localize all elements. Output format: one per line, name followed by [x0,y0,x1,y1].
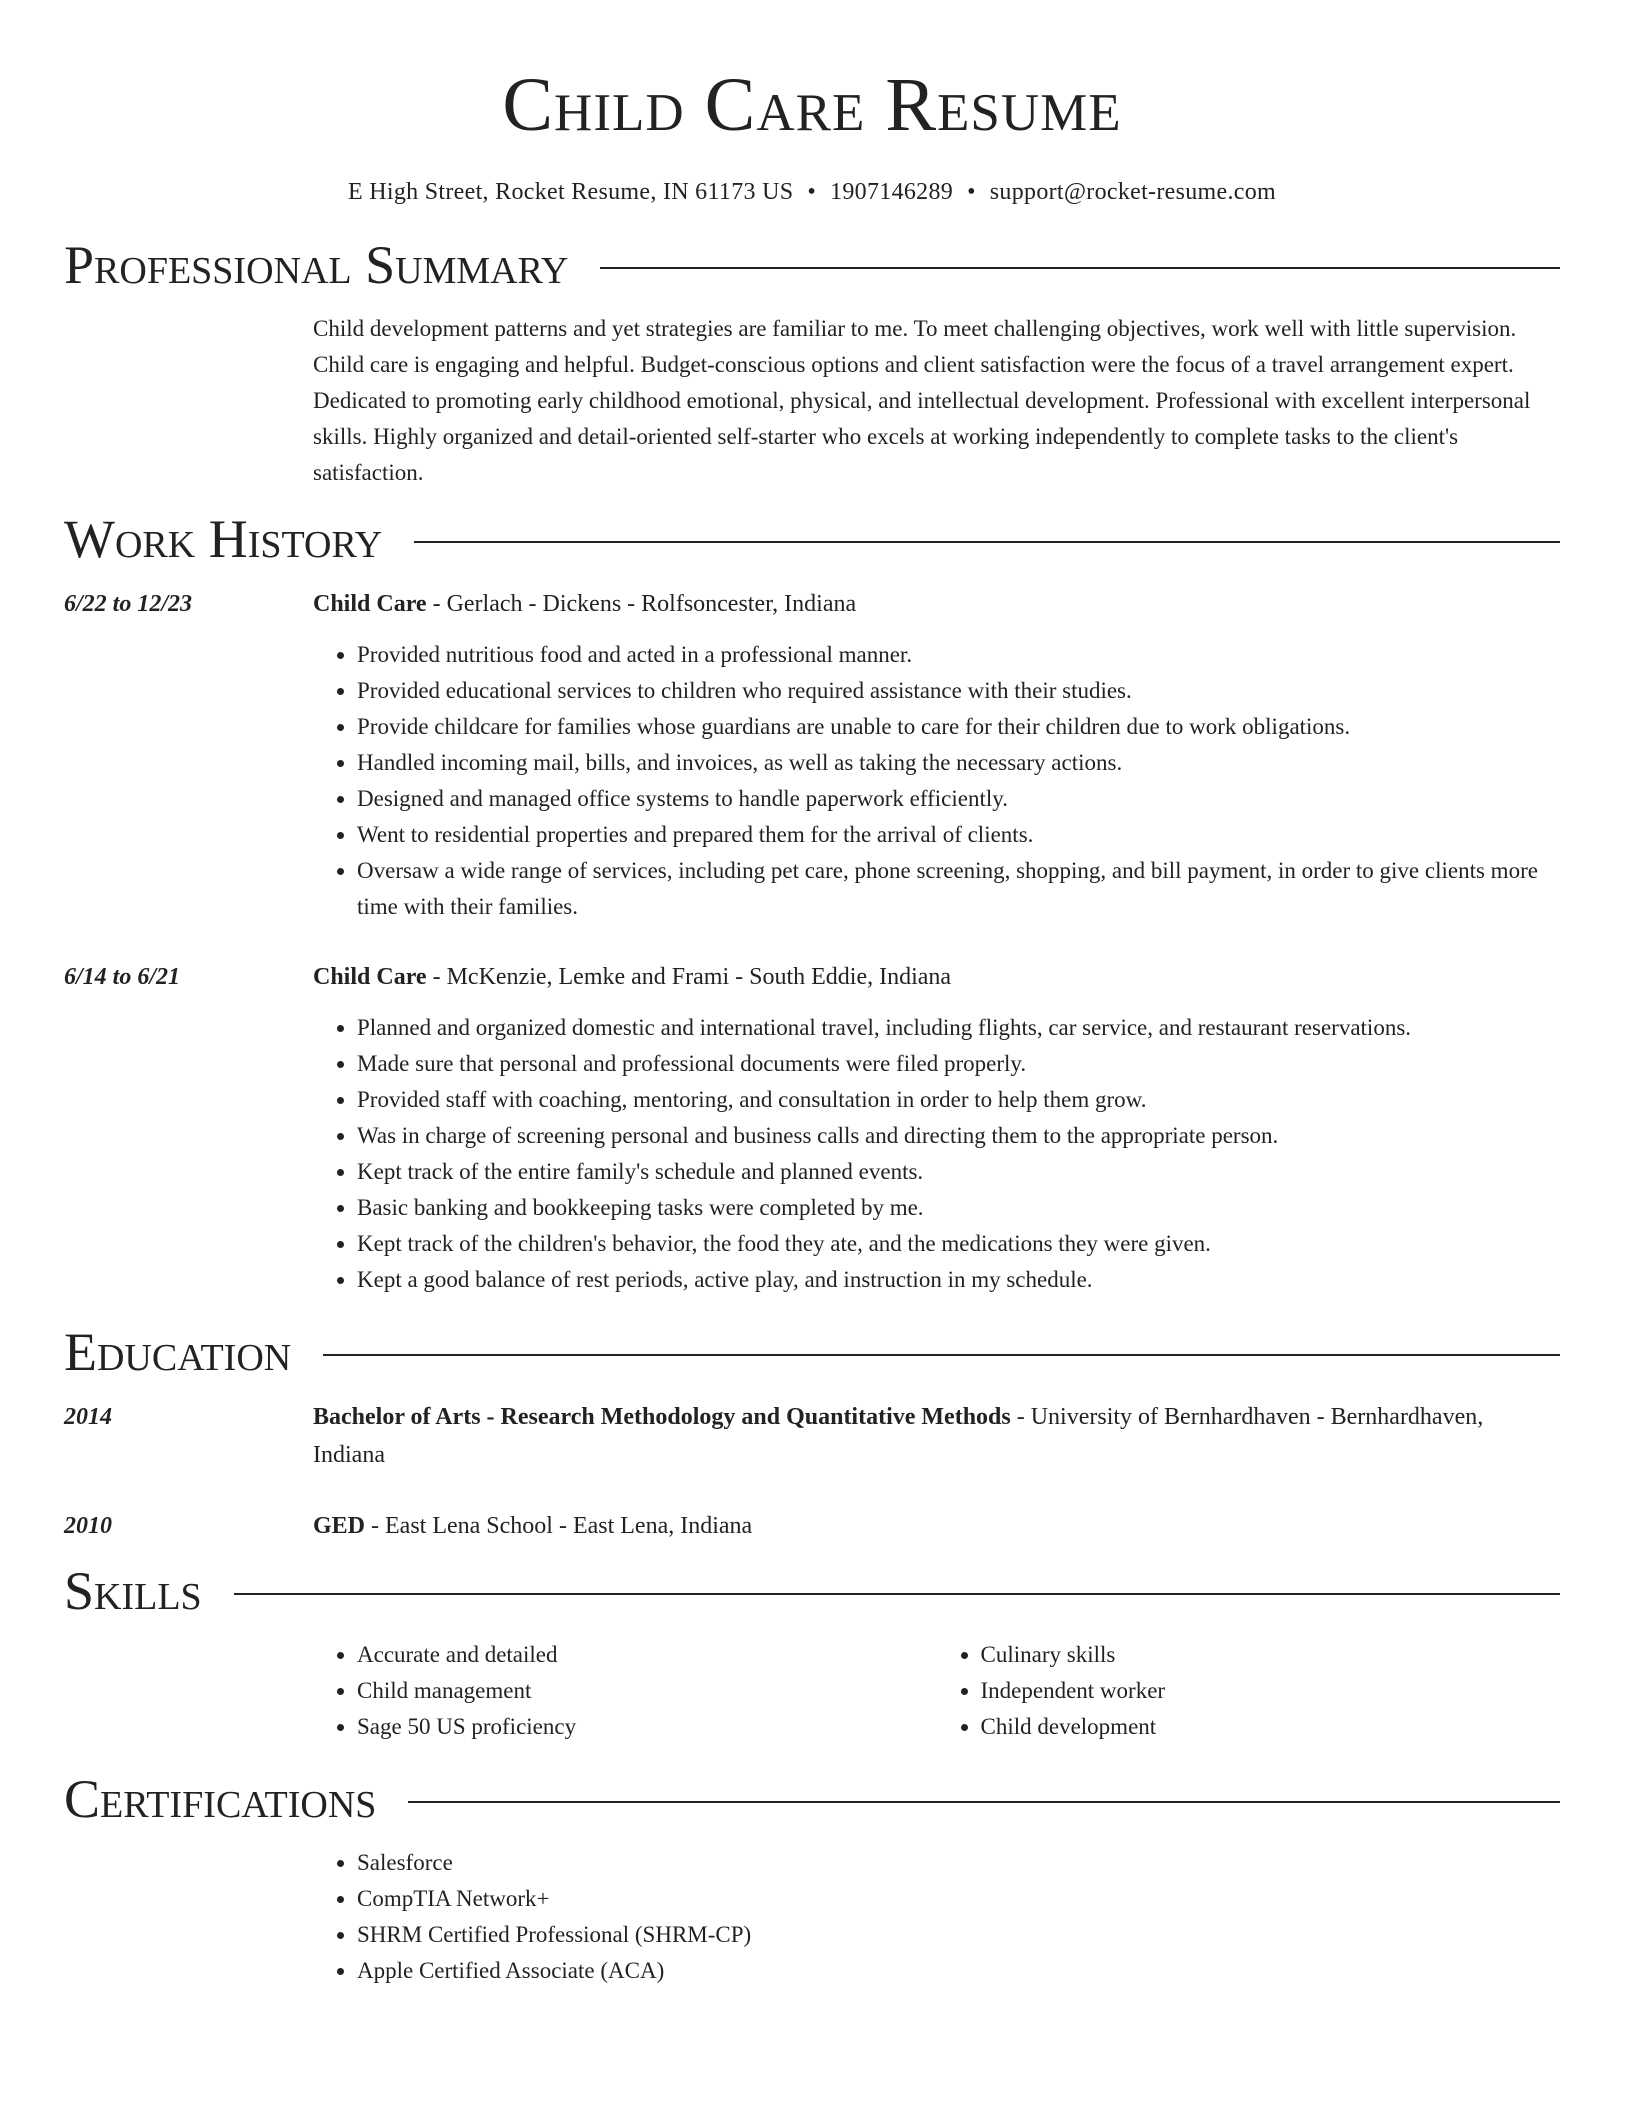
skills-section-title: Skills [64,1561,202,1621]
list-item: • Provided nutritious food and acted in a professional manner. [357,637,1560,673]
skills-column-right [937,1637,1561,1745]
resume-page [64,0,1560,1989]
contact-email: support@rocket-resume.com [989,179,1276,205]
list-item: • Basic banking and bookkeeping tasks were completed by me. [357,1190,1560,1226]
list-item: • Designed and managed office systems to handle paperwork efficiently. [357,781,1560,817]
list-item: • Provide childcare for families whose guardians are unable to care for their children due to work obligations. [357,709,1560,745]
work-section-title: Work History [64,509,383,569]
list-item: • Culinary skills [981,1637,1561,1673]
education-entry [64,1507,1560,1545]
list-item: • Child management [357,1673,937,1709]
section-divider [323,1354,1560,1356]
list-item: • Went to residential properties and prepared them for the arrival of clients. [357,817,1560,853]
skills-column-left [313,1637,937,1745]
education-degree: Bachelor of Arts - Research Methodology and Quantitative Methods [313,1404,1011,1430]
education-school: - East Lena School - East Lena, Indiana [365,1513,753,1539]
education-section-title: Education [64,1322,292,1382]
certifications-section-title: Certifications [64,1769,377,1829]
list-item: • Child development [981,1709,1561,1745]
section-divider [408,1801,1560,1803]
list-item: • Kept track of the children's behavior, the food they ate, and the medications they were given. [357,1226,1560,1262]
work-entry [64,958,1560,1298]
contact-line [64,176,1560,208]
list-item: • Provided staff with coaching, mentoring, and consultation in order to help them grow. [357,1082,1560,1118]
work-title [313,958,1560,996]
summary-text: Child development patterns and yet strategies are familiar to me. To meet challenging objectives, work well with little supervision. Child care is engaging and helpful. Budget-conscious options and client satisfaction were the focus of a travel arrangement expert. Dedicated to promoting early childhood emotional, physical, and intellectual development. Professional with excellent interpersonal skills. Highly organized and detail-oriented self-starter who excels at working independently to complete tasks to the client's satisfaction. [313,316,1531,485]
section-divider [600,267,1560,269]
summary-section-header [64,233,1560,297]
work-role: Child Care [313,964,427,990]
work-dates: 6/22 to 12/23 [64,591,193,617]
education-body [313,1398,1560,1474]
contact-phone: 1907146289 [830,179,954,205]
list-item: • Kept track of the entire family's schedule and planned events. [357,1154,1560,1190]
list-item: • CompTIA Network+ [357,1881,1560,1917]
list-item: • Salesforce [357,1845,1560,1881]
education-school: - University of Bernhardhaven - Bernhardhaven, Indiana [313,1404,1484,1468]
work-body [313,958,1560,1298]
work-employer: - Gerlach - Dickens - Rolfsoncester, Indiana [426,591,857,617]
contact-separator: • [807,179,817,205]
list-item: • Oversaw a wide range of services, including pet care, phone screening, shopping, and bill payment, in order to give clients more time with their families. [357,853,1560,925]
work-bullets [313,1010,1560,1298]
list-item: • Provided educational services to children who required assistance with their studies. [357,673,1560,709]
education-year: 2010 [64,1513,112,1539]
list-item: • Was in charge of screening personal and business calls and directing them to the appropriate person. [357,1118,1560,1154]
work-section-header [64,507,1560,571]
education-section-header [64,1320,1560,1384]
education-title [313,1398,1560,1474]
work-bullets [313,637,1560,925]
education-title [313,1507,1560,1545]
resume-name: Child Care Resume [502,63,1122,147]
work-employer: - McKenzie, Lemke and Frami - South Eddie, Indiana [426,964,952,990]
education-body [313,1507,1560,1545]
contact-separator: • [967,179,976,205]
skills-list [313,1637,1560,1745]
skills-section-header [64,1559,1560,1623]
section-divider [234,1593,1560,1595]
list-item: • SHRM Certified Professional (SHRM-CP) [357,1917,1560,1953]
list-item: • Kept a good balance of rest periods, active play, and instruction in my schedule. [357,1262,1560,1298]
work-role: Child Care [313,591,427,617]
contact-address: E High Street, Rocket Resume, IN 61173 US [348,179,794,205]
work-dates: 6/14 to 6/21 [64,964,181,990]
education-degree: GED [313,1513,366,1539]
list-item: • Sage 50 US proficiency [357,1709,937,1745]
education-entry [64,1398,1560,1474]
list-item: • Apple Certified Associate (ACA) [357,1953,1560,1989]
list-item: • Accurate and detailed [357,1637,937,1673]
education-year: 2014 [64,1404,112,1430]
list-item: • Handled incoming mail, bills, and invoices, as well as taking the necessary actions. [357,745,1560,781]
work-title [313,585,1560,623]
list-item: • Planned and organized domestic and international travel, including flights, car service, and restaurant reservations. [357,1010,1560,1046]
summary-section-title: Professional Summary [64,235,569,295]
work-body [313,585,1560,925]
certifications-list [313,1845,1560,1989]
list-item: • Independent worker [981,1673,1561,1709]
work-entry [64,585,1560,925]
certifications-bullets [313,1845,1560,1989]
certifications-section-header [64,1767,1560,1831]
section-divider [414,541,1560,543]
list-item: • Made sure that personal and professional documents were filed properly. [357,1046,1560,1082]
